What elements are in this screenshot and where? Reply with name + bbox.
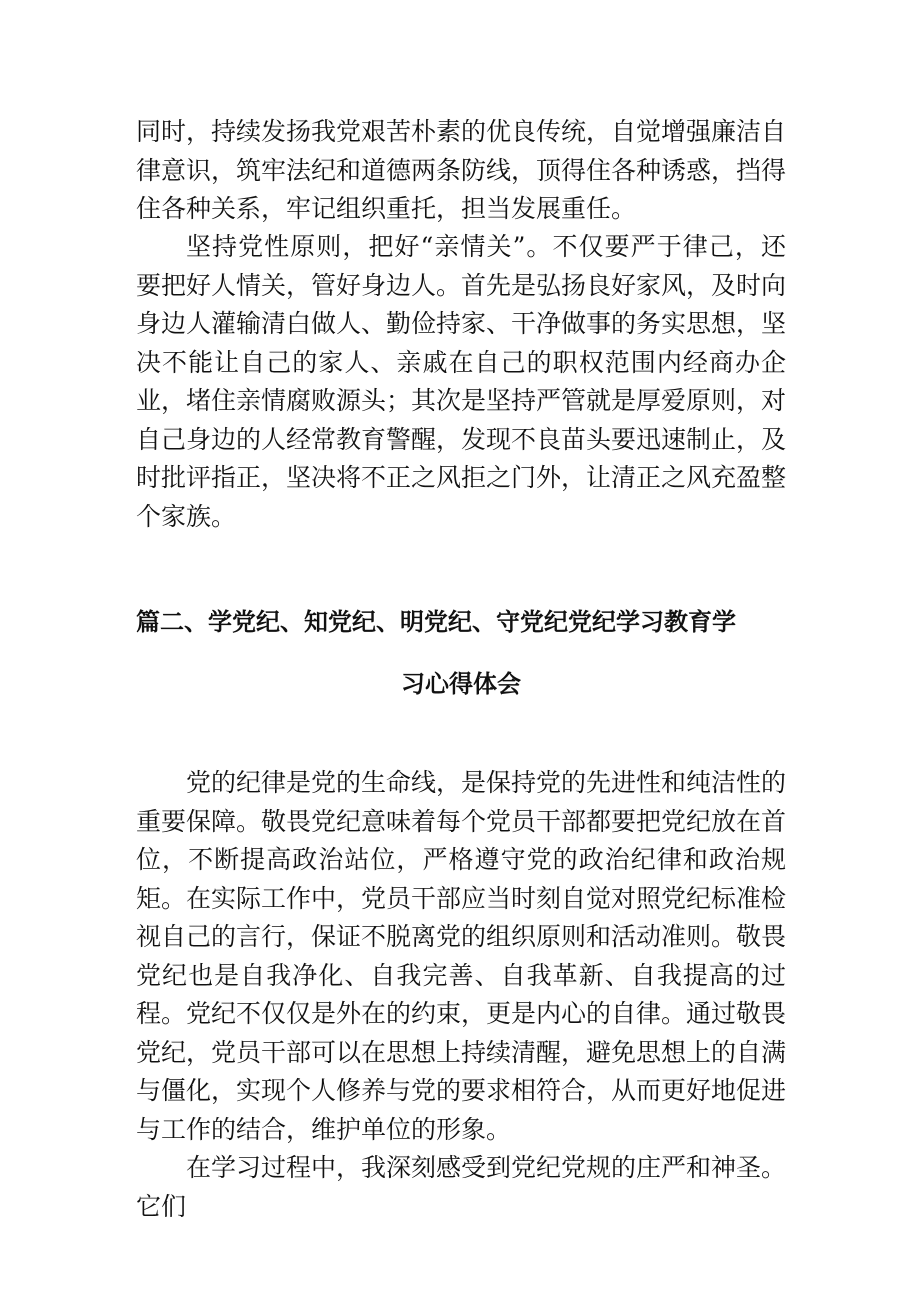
paragraph-study-process: 在学习过程中，我深刻感受到党纪党规的庄严和神圣。它们	[136, 1153, 787, 1221]
section-heading-line1: 篇二、学党纪、知党纪、明党纪、守党纪党纪学习教育学	[136, 608, 736, 636]
paragraph-party-discipline: 党的纪律是党的生命线，是保持党的先进性和纯洁性的重要保障。敬畏党纪意味着每个党员干部都要把党纪放在首位，不断提高政治站位，严格遵守党的政治纪律和政治规矩。在实际工作中，党员干部应当时刻自觉对照党纪标准检视自己的言行，保证不脱离党的组织原则和活动准则。敬畏党纪也是自我净化、自我完善、自我革新、自我提高的过程。党纪不仅仅是外在的约束，更是内心的自律。通过敬畏党纪，党员干部可以在思想上持续清醒，避免思想上的自满与僵化，实现个人修养与党的要求相符合，从而更好地促进与工作的结合，维护单位的形象。	[136, 768, 787, 1144]
paragraph-continuation: 同时，持续发扬我党艰苦朴素的优良传统，自觉增强廉洁自律意识，筑牢法纪和道德两条防线，顶得住各种诱惑，挡得住各种关系，牢记组织重托，担当发展重任。	[136, 117, 787, 223]
paragraph-family-discipline: 坚持党性原则，把好“亲情关”。不仅要严于律己，还要把好人情关，管好身边人。首先是弘扬良好家风，及时向身边人灌输清白做人、勤俭持家、干净做事的务实思想，坚决不能让自己的家人、亲戚在自己的职权范围内经商办企业，堵住亲情腐败源头；其次是坚持严管就是厚爱原则，对自己身边的人经常教育警醒，发现不良苗头要迅速制止，及时批评指正，坚决将不正之风拒之门外，让清正之风充盈整个家族。	[136, 232, 787, 531]
section-heading-line2: 习心得体会	[401, 670, 521, 698]
